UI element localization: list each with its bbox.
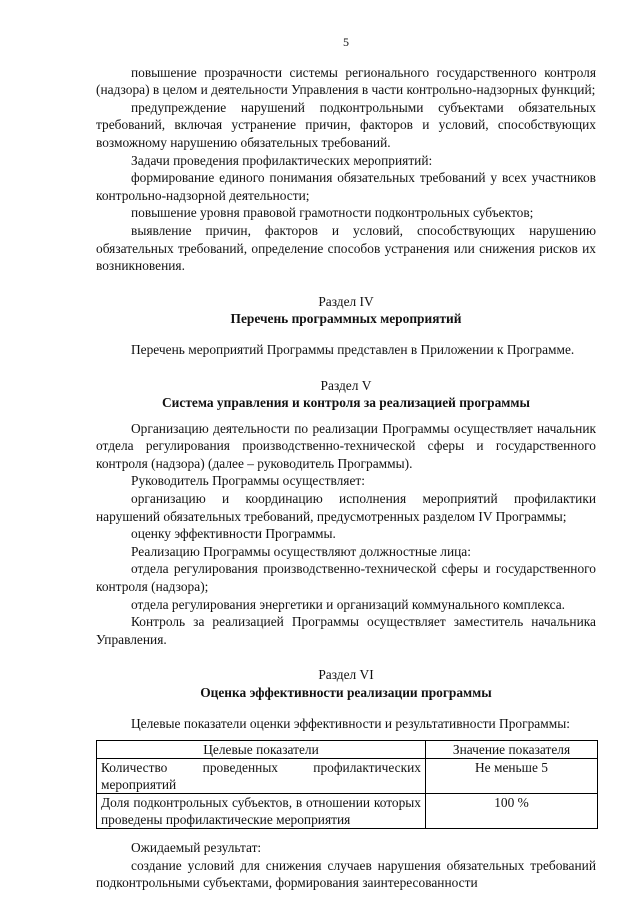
paragraph: Контроль за реализацией Программы осуществляет заместитель начальника Управления. bbox=[96, 614, 596, 647]
paragraph: выявление причин, факторов и условий, способствующих нарушению обязательных требований, определение способов устранения или снижения рисков их возникновения. bbox=[96, 222, 596, 274]
table-header-row bbox=[97, 741, 598, 759]
indicators-table bbox=[96, 740, 598, 829]
section-label: Раздел V bbox=[320, 377, 372, 393]
paragraph: повышение уровня правовой грамотности подконтрольных субъектов; bbox=[131, 205, 534, 221]
paragraph: Реализацию Программы осуществляют должностные лица: bbox=[131, 543, 471, 559]
table-cell: Количество проведенных профилактических мероприятий bbox=[97, 759, 426, 794]
table-cell: 100 % bbox=[426, 794, 598, 829]
paragraph: повышение прозрачности системы регионального государственного контроля (надзора) в целом и деятельности Управления в части контрольно-надзорных функций; bbox=[96, 64, 596, 98]
section-heading: Оценка эффективности реализации программы bbox=[200, 685, 492, 700]
paragraph: Перечень мероприятий Программы представлен в Приложении к Программе. bbox=[131, 341, 575, 357]
paragraph: Руководитель Программы осуществляет: bbox=[131, 473, 365, 489]
section-label: Раздел IV bbox=[318, 293, 374, 309]
paragraph: Ожидаемый результат: bbox=[131, 840, 262, 856]
table-cell: Доля подконтрольных субъектов, в отношении которых проведены профилактические мероприятия bbox=[97, 794, 426, 829]
paragraph: организацию и координацию исполнения мероприятий профилактики нарушений обязательных требований, предусмотренных разделом IV Программы; bbox=[96, 491, 596, 524]
paragraph: создание условий для снижения случаев нарушения обязательных требований подконтрольными субъектами, формирования заинтересованности bbox=[96, 857, 596, 891]
section-heading: Перечень программных мероприятий bbox=[230, 311, 462, 327]
table-row bbox=[97, 794, 598, 829]
table-cell: Не меньше 5 bbox=[426, 759, 598, 794]
paragraph: отдела регулирования производственно-технической сферы и государственного контроля (надзора); bbox=[96, 561, 596, 595]
paragraph: формирование единого понимания обязательных требований у всех участников контрольно-надзорной деятельности; bbox=[96, 170, 596, 203]
paragraph: Задачи проведения профилактических мероприятий: bbox=[131, 152, 433, 168]
page-number: 5 bbox=[343, 35, 349, 49]
table-header-cell: Значение показателя bbox=[426, 741, 598, 759]
paragraph: Организацию деятельности по реализации Программы осуществляет начальник отдела регулирования производственно-технической сферы и государственного контроля (надзора) (далее – руководитель Программы). bbox=[96, 420, 596, 471]
table-header-cell: Целевые показатели bbox=[97, 741, 426, 759]
paragraph: Целевые показатели оценки эффективности и результативности Программы: bbox=[131, 715, 570, 731]
intro-block bbox=[96, 64, 596, 275]
table-row bbox=[97, 759, 598, 794]
section-heading: Система управления и контроля за реализацией программы bbox=[162, 395, 530, 411]
section-label: Раздел VI bbox=[318, 667, 374, 683]
paragraph: оценку эффективности Программы. bbox=[131, 526, 336, 542]
paragraph: отдела регулирования энергетики и организаций коммунального комплекса. bbox=[131, 596, 566, 612]
paragraph: предупреждение нарушений подконтрольными субъектами обязательных требований, включая устранение причин, факторов и условий, способствующих возможному нарушению обязательных требований. bbox=[96, 99, 596, 150]
section5-body bbox=[96, 420, 596, 649]
